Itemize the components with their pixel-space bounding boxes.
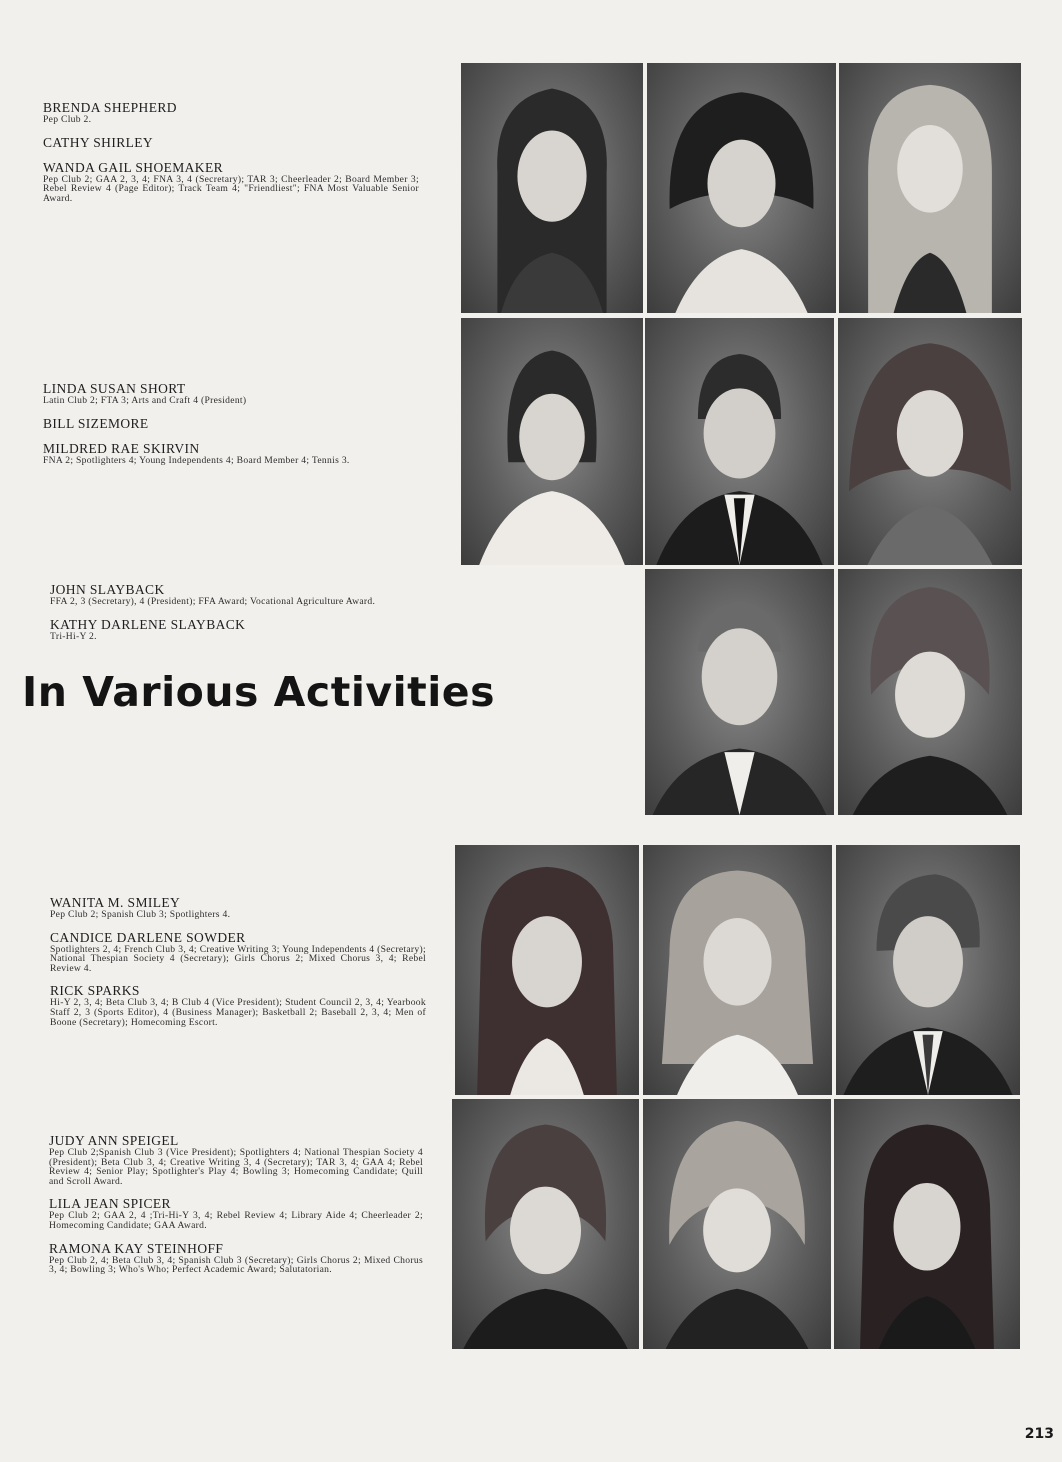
student-entry [49, 1196, 423, 1230]
student-name: MILDRED RAE SKIRVIN [43, 440, 200, 456]
portrait-photo [838, 569, 1022, 815]
page-number: 213 [1024, 1426, 1054, 1442]
student-entry [50, 983, 426, 1027]
portrait-photo [839, 63, 1021, 313]
name-block-2 [43, 381, 419, 475]
portrait-photo [452, 1099, 639, 1349]
name-block-4 [50, 895, 426, 1037]
student-name: JOHN SLAYBACK [50, 582, 165, 597]
portrait-photo [838, 318, 1022, 565]
name-block-1 [43, 100, 419, 213]
student-name: LINDA SUSAN SHORT [43, 381, 186, 396]
student-entry [43, 381, 419, 406]
student-name: CATHY SHIRLEY [43, 134, 154, 150]
student-entry [49, 1133, 423, 1186]
name-block-3 [50, 582, 426, 651]
student-activities: Pep Club 2; GAA 2, 4 ;Tri-Hi-Y 3, 4; Rebel Review 4; Library Aide 4; Cheerleader 2; Homecoming Candidate; GAA Award. [49, 1210, 423, 1231]
student-name: WANDA GAIL SHOEMAKER [43, 159, 223, 175]
student-name: LILA JEAN SPICER [49, 1196, 171, 1212]
student-entry [43, 135, 419, 150]
student-activities: Latin Club 2; FTA 3; Arts and Craft 4 (President) [43, 395, 247, 406]
student-activities: FFA 2, 3 (Secretary), 4 (President); FFA Award; Vocational Agriculture Award. [50, 596, 376, 607]
student-activities: Spotlighters 2, 4; French Club 3, 4; Creative Writing 3; Young Independents 4 (Secretary); National Thespian Society 4 (Secretary); Girls Chorus 2; Mixed Chorus 3, 4; Rebel Review 4. [50, 943, 426, 974]
student-entry [50, 895, 426, 920]
section-heading: In Various Activities [22, 668, 496, 716]
student-entry [43, 441, 419, 466]
student-entry [43, 416, 419, 431]
student-entry [43, 100, 419, 125]
student-activities: Hi-Y 2, 3, 4; Beta Club 3, 4; B Club 4 (Vice President); Student Council 2, 3, 4; Yearbook Staff 2, 3 (Sports Editor), 4 (Business Manager); Basketball 2; Baseball 2, 3, 4; Men of Boone (Secretary); Homecoming Escort. [50, 997, 426, 1028]
student-activities: Tri-Hi-Y 2. [50, 630, 97, 642]
student-activities: FNA 2; Spotlighters 4; Young Independents 4; Board Member 4; Tennis 3. [43, 454, 350, 466]
portrait-photo [647, 63, 836, 313]
portrait-photo [645, 318, 834, 565]
student-activities: Pep Club 2;Spanish Club 3 (Vice President); Spotlighters 4; National Thespian Society 4 (President); Beta Club 3, 4; Creative Writing 3, 4 (Secretary); TAR 3, 4; GAA 4; Rebel Review 4; Senior Play; Spotlighter's Play 4; Bowling 3; Homecoming Candidate; Quill and Scroll Award. [49, 1147, 423, 1187]
student-entry [49, 1241, 423, 1275]
student-name: BILL SIZEMORE [43, 415, 149, 431]
portrait-photo [461, 318, 643, 565]
student-entry [50, 617, 426, 642]
portrait-photo [455, 845, 639, 1095]
portrait-photo [836, 845, 1020, 1095]
student-name: JUDY ANN SPEIGEL [49, 1133, 179, 1148]
student-activities: Pep Club 2; Spanish Club 3; Spotlighters 4. [50, 909, 231, 920]
portrait-photo [643, 845, 832, 1095]
student-name: RAMONA KAY STEINHOFF [49, 1240, 224, 1256]
name-block-5 [49, 1133, 423, 1285]
student-entry [50, 582, 426, 607]
student-name: RICK SPARKS [50, 983, 140, 999]
student-name: WANITA M. SMILEY [50, 895, 181, 910]
student-name: BRENDA SHEPHERD [43, 100, 177, 115]
student-activities: Pep Club 2, 4; Beta Club 3, 4; Spanish Club 3 (Secretary); Girls Chorus 2; Mixed Chorus 3, 4; Bowling 3; Who's Who; Perfect Academic Award; Salutatorian. [49, 1254, 423, 1276]
portrait-photo [461, 63, 643, 313]
student-activities: Pep Club 2. [43, 114, 92, 125]
student-name: CANDICE DARLENE SOWDER [50, 929, 246, 945]
student-name: KATHY DARLENE SLAYBACK [50, 616, 246, 632]
student-entry [43, 160, 419, 204]
student-entry [50, 930, 426, 974]
portrait-photo [643, 1099, 831, 1349]
student-activities: Pep Club 2; GAA 2, 3, 4; FNA 3, 4 (Secretary); TAR 3; Cheerleader 2; Board Member 3; Rebel Review 4 (Page Editor); Track Team 4; "Friendliest"; FNA Most Valuable Senior Award. [43, 173, 419, 204]
portrait-photo [645, 569, 834, 815]
portrait-photo [834, 1099, 1020, 1349]
